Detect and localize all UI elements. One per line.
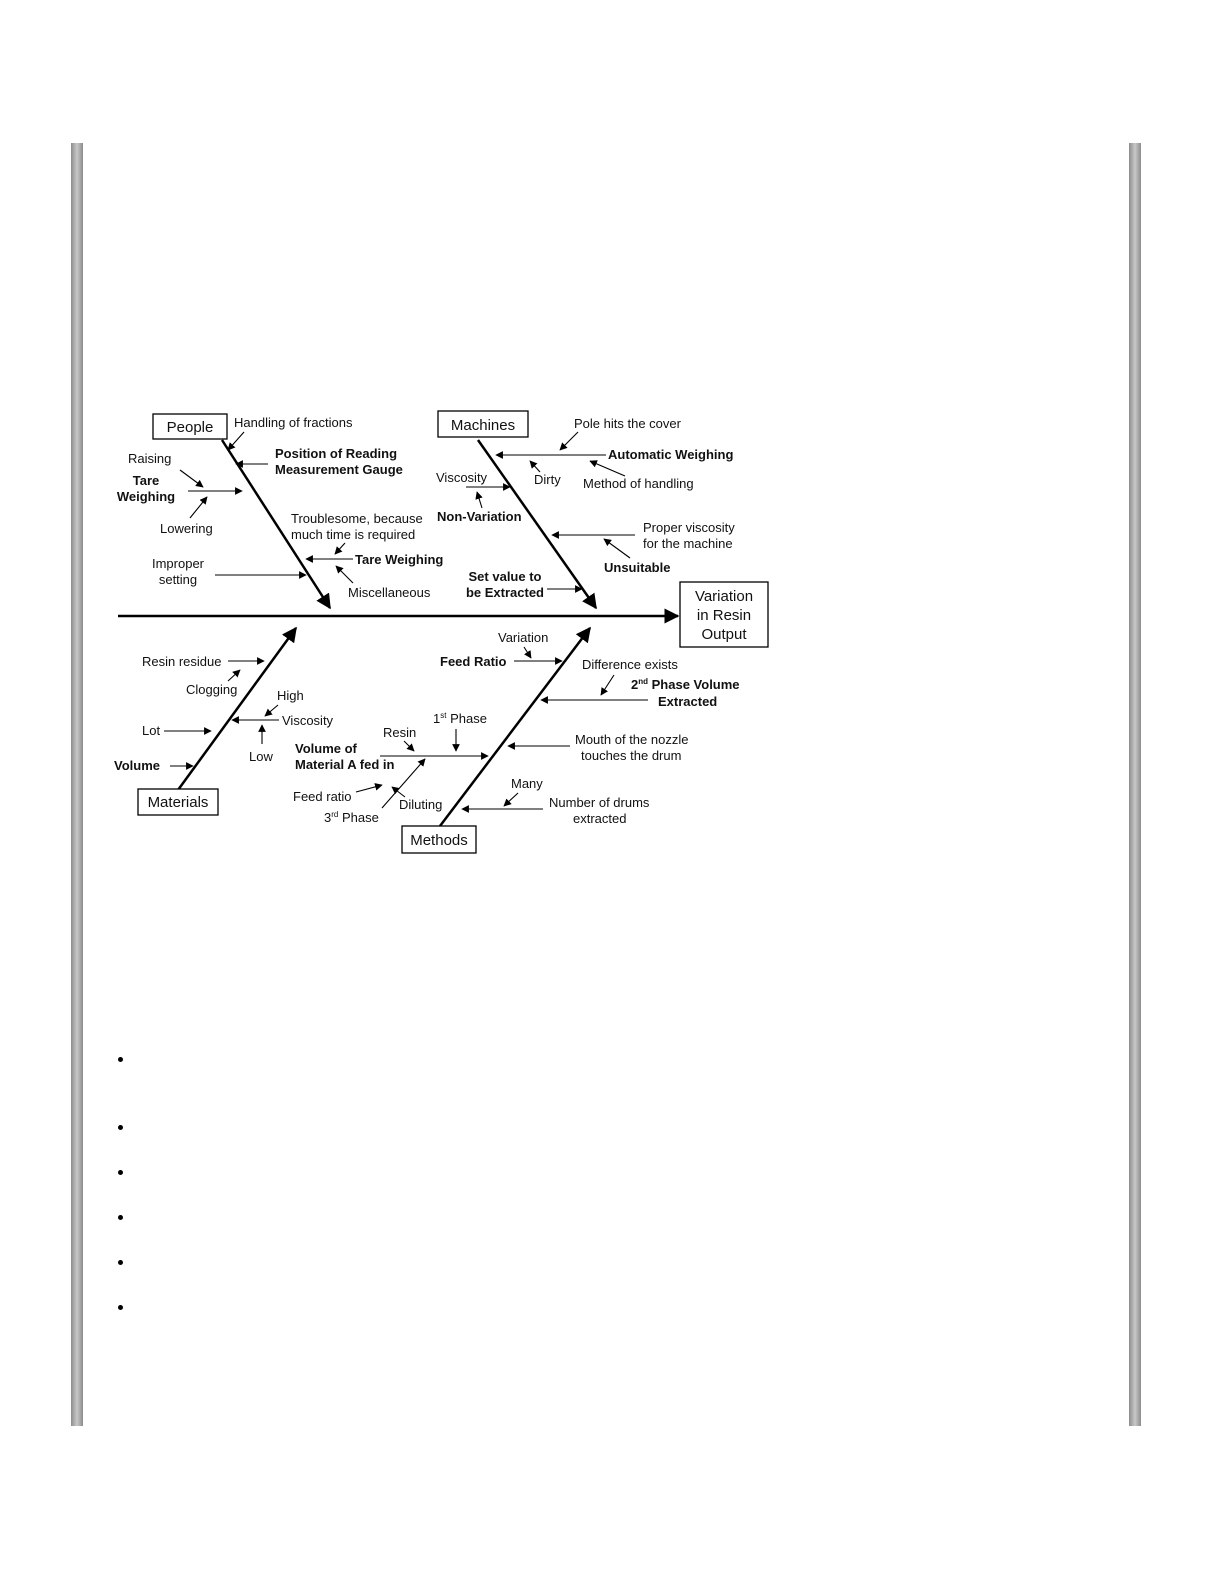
- bullet-dot: [118, 1125, 123, 1130]
- bullet-item: [118, 1050, 1018, 1068]
- bullet-item: [118, 1253, 1018, 1271]
- phase2-volume-2: Extracted: [658, 694, 718, 709]
- feed-ratio-label: Feed Ratio: [440, 654, 507, 669]
- resin-arrow: [404, 741, 414, 751]
- handling-fractions-arrow: [228, 432, 244, 450]
- raising-label: Raising: [128, 451, 172, 466]
- lot-label: Lot: [142, 723, 161, 738]
- non-variation-label: Non-Variation: [437, 509, 522, 524]
- bullet-item: [118, 1208, 1018, 1226]
- bullet-item: [118, 1118, 1018, 1136]
- low-label: Low: [249, 749, 273, 764]
- miscellaneous-label: Miscellaneous: [348, 585, 431, 600]
- number-drums-2: extracted: [573, 811, 627, 826]
- resin-residue-label: Resin residue: [142, 654, 222, 669]
- effect-line-2: in Resin: [696, 607, 752, 624]
- people-label: People: [166, 419, 214, 436]
- high-label: High: [277, 688, 304, 703]
- clogging-label: Clogging: [186, 682, 238, 697]
- tare-weighing-left-2: Weighing: [116, 489, 176, 504]
- tare-weighing-left-1: Tare: [132, 473, 160, 488]
- tare-weighing-label: Tare Weighing: [355, 552, 444, 567]
- clogging-arrow: [228, 670, 240, 681]
- effect-line-1: Variation: [694, 588, 754, 605]
- phase2-volume-1: 2nd Phase Volume: [631, 677, 740, 692]
- number-drums-1: Number of drums: [549, 795, 650, 810]
- dirty-arrow: [530, 461, 540, 472]
- viscosity-materials-label: Viscosity: [282, 713, 334, 728]
- mouth-nozzle-1: Mouth of the nozzle: [575, 732, 689, 747]
- automatic-weighing-label: Automatic Weighing: [608, 447, 734, 462]
- method-handling-arrow: [590, 461, 625, 476]
- position-gauge-label-2: Measurement Gauge: [275, 462, 403, 477]
- lowering-arrow: [190, 497, 207, 518]
- bullet-dot: [118, 1260, 123, 1265]
- troublesome-label-2: much time is required: [291, 527, 416, 542]
- variation-arrow: [524, 647, 531, 658]
- bullet-list: [118, 1040, 1018, 1316]
- improper-setting-2: setting: [158, 572, 198, 587]
- effect-line-3: Output: [701, 626, 747, 643]
- proper-viscosity-2: for the machine: [643, 536, 733, 551]
- troublesome-label-1: Troublesome, because: [291, 511, 423, 526]
- unsuitable-arrow: [604, 539, 630, 558]
- set-value-1: Set value to: [468, 569, 542, 584]
- method-handling-label: Method of handling: [583, 476, 694, 491]
- lowering-label: Lowering: [160, 521, 213, 536]
- bullet-dot: [118, 1305, 123, 1310]
- high-arrow: [265, 705, 278, 716]
- many-arrow: [504, 793, 518, 806]
- troublesome-arrow: [335, 543, 345, 554]
- bullet-dot: [118, 1057, 123, 1062]
- proper-viscosity-1: Proper viscosity: [643, 520, 735, 535]
- bullet-dot: [118, 1215, 123, 1220]
- methods-label: Methods: [410, 832, 468, 849]
- phase3-label: 3rd Phase: [324, 810, 379, 825]
- unsuitable-label: Unsuitable: [604, 560, 671, 575]
- volume-material-a-2: Material A fed in: [295, 757, 395, 772]
- diluting-label: Diluting: [399, 797, 443, 812]
- miscellaneous-arrow: [336, 566, 353, 583]
- volume-label: Volume: [114, 758, 160, 773]
- feed-ratio-small-label: Feed ratio: [293, 789, 352, 804]
- resin-label: Resin: [383, 725, 417, 740]
- difference-exists-label: Difference exists: [582, 657, 678, 672]
- volume-material-a-1: Volume of: [295, 741, 357, 756]
- position-gauge-label-1: Position of Reading: [275, 446, 398, 461]
- materials-label: Materials: [147, 794, 209, 811]
- bullet-item: [118, 1163, 1018, 1181]
- feed-ratio-small-arrow: [356, 785, 382, 792]
- pole-hits-cover-label: Pole hits the cover: [574, 416, 681, 431]
- bullet-item: [118, 1298, 1018, 1316]
- variation-label: Variation: [498, 630, 549, 645]
- improper-setting-1: Improper: [151, 556, 205, 571]
- non-variation-arrow: [477, 492, 482, 508]
- viscosity-machines-label: Viscosity: [436, 470, 488, 485]
- set-value-2: be Extracted: [465, 585, 545, 600]
- materials-bone: [178, 628, 296, 790]
- difference-exists-arrow: [601, 675, 614, 695]
- dirty-label: Dirty: [534, 472, 561, 487]
- pole-hits-cover-arrow: [560, 432, 578, 450]
- mouth-nozzle-2: touches the drum: [581, 748, 682, 763]
- raising-arrow: [180, 470, 203, 487]
- handling-fractions-label: Handling of fractions: [234, 415, 353, 430]
- phase1-label: 1st Phase: [433, 711, 487, 726]
- bullet-dot: [118, 1170, 123, 1175]
- machines-label: Machines: [450, 417, 516, 434]
- many-label: Many: [511, 776, 543, 791]
